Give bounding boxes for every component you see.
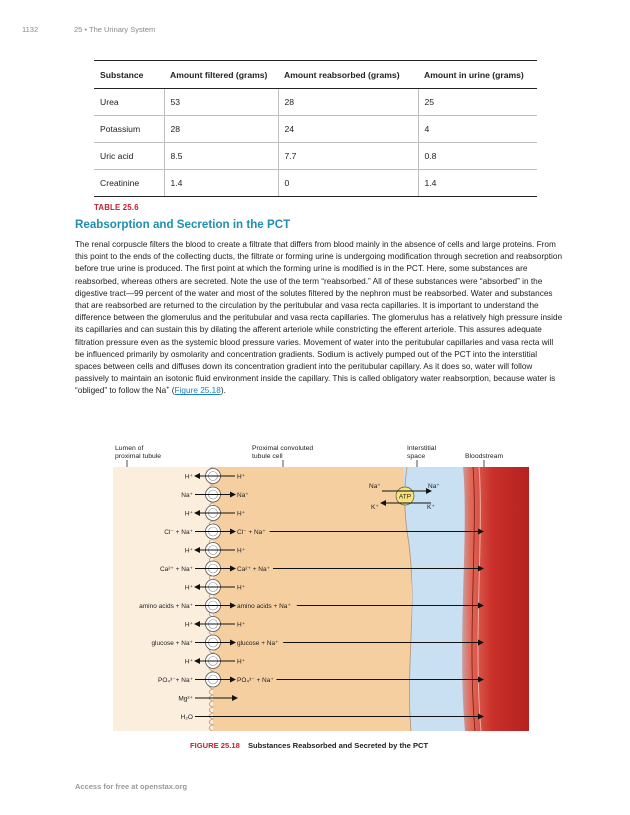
pct-diagram bbox=[113, 441, 529, 731]
transport-right-label: Ca²⁺ + Na⁺ bbox=[237, 566, 271, 573]
transport-left-label: Cl⁻ + Na⁺ bbox=[164, 529, 193, 536]
figure-title: Substances Reabsorbed and Secreted by the PCT bbox=[247, 741, 429, 750]
pct-transport-figure bbox=[113, 441, 529, 731]
label-interstitial-2: space bbox=[407, 453, 426, 460]
chapter-title: 25 • The Urinary System bbox=[74, 25, 156, 34]
figure-label: FIGURE 25.18 bbox=[190, 741, 240, 750]
page-number: 1132 bbox=[22, 25, 39, 34]
table-cell: 0.8 bbox=[418, 143, 537, 170]
superscript-plus: + bbox=[166, 385, 170, 392]
pump-k-right: K⁺ bbox=[427, 504, 435, 511]
transport-right-label: glucose + Na⁺ bbox=[237, 640, 279, 647]
section-heading: Reabsorption and Secretion in the PCT bbox=[75, 218, 291, 231]
table-cell: 24 bbox=[278, 116, 418, 143]
transport-left-label: H⁺ bbox=[184, 473, 193, 481]
transport-right-label: Cl⁻ + Na⁺ bbox=[237, 529, 266, 536]
table-cell: 28 bbox=[164, 116, 278, 143]
page-footer: Access for free at openstax.org bbox=[75, 782, 188, 791]
transport-left-label: Mg²⁺ bbox=[178, 695, 193, 703]
label-cell-1: Proximal convoluted bbox=[252, 445, 314, 452]
label-lumen-1: Lumen of bbox=[115, 445, 144, 452]
table-cell: Uric acid bbox=[94, 143, 164, 170]
transport-left-label: H⁺ bbox=[184, 621, 193, 629]
table-row bbox=[94, 170, 537, 197]
table-cell: Potassium bbox=[94, 116, 164, 143]
pump-na-right: Na⁺ bbox=[428, 483, 440, 490]
table-row bbox=[94, 89, 537, 116]
column-header: Substance bbox=[94, 61, 164, 89]
figure-caption bbox=[190, 741, 428, 750]
table-cell: 8.5 bbox=[164, 143, 278, 170]
table-cell: Urea bbox=[94, 89, 164, 116]
column-header: Amount reabsorbed (grams) bbox=[278, 61, 418, 89]
page-header bbox=[22, 25, 156, 34]
pump-k-left: K⁺ bbox=[371, 504, 379, 511]
link-suffix: ). bbox=[220, 386, 226, 396]
column-header: Amount filtered (grams) bbox=[164, 61, 278, 89]
label-cell-2: tubule cell bbox=[252, 453, 283, 460]
table-cell: 28 bbox=[278, 89, 418, 116]
transport-right-label: amino acids + Na⁺ bbox=[237, 603, 291, 610]
label-interstitial-1: Interstitial bbox=[407, 445, 437, 452]
label-lumen-2: proximal tubule bbox=[115, 453, 162, 460]
table-cell: 7.7 bbox=[278, 143, 418, 170]
table-row bbox=[94, 143, 537, 170]
transport-right-label: H⁺ bbox=[237, 621, 246, 629]
transport-left-label: Ca²⁺ + Na⁺ bbox=[159, 566, 193, 573]
transport-left-label: H⁺ bbox=[184, 584, 193, 592]
table-cell: 53 bbox=[164, 89, 278, 116]
column-header: Amount in urine (grams) bbox=[418, 61, 537, 89]
table-header-row bbox=[94, 61, 537, 89]
transport-left-label: H⁺ bbox=[184, 547, 193, 555]
transport-left-label: Na⁺ bbox=[181, 492, 193, 499]
atp-label: ATP bbox=[398, 493, 412, 501]
transport-right-label: H⁺ bbox=[237, 547, 246, 555]
transport-right-label: H⁺ bbox=[237, 658, 246, 666]
transport-left-label: H⁺ bbox=[184, 658, 193, 666]
transport-right-label: Na⁺ bbox=[237, 492, 249, 499]
table-row bbox=[94, 116, 537, 143]
transport-left-label: PO₄³⁻+ Na⁺ bbox=[158, 677, 193, 684]
label-bloodstream: Bloodstream bbox=[465, 453, 504, 460]
transport-right-label: H⁺ bbox=[237, 510, 246, 518]
table-cell: 25 bbox=[418, 89, 537, 116]
table-cell: 1.4 bbox=[164, 170, 278, 197]
cell-region bbox=[213, 467, 411, 731]
pump-na-left: Na⁺ bbox=[369, 483, 381, 490]
table-cell: 0 bbox=[278, 170, 418, 197]
transport-right-label: H⁺ bbox=[237, 584, 246, 592]
substance-table bbox=[94, 60, 537, 197]
transport-left-label: H₂O bbox=[180, 714, 193, 721]
transport-left-label: glucose + Na⁺ bbox=[151, 640, 193, 647]
capillary-wall bbox=[462, 467, 529, 731]
lumen-region bbox=[113, 467, 213, 731]
table-cell: Creatinine bbox=[94, 170, 164, 197]
table-cell: 1.4 bbox=[418, 170, 537, 197]
transport-left-label: H⁺ bbox=[184, 510, 193, 518]
transport-left-label: amino acids + Na⁺ bbox=[139, 603, 193, 610]
table-caption: TABLE 25.6 bbox=[94, 203, 139, 212]
table-cell: 4 bbox=[418, 116, 537, 143]
body-paragraph bbox=[75, 239, 563, 398]
link-prefix: ( bbox=[169, 386, 175, 396]
paragraph-text: The renal corpuscle filters the blood to create a filtrate that differs from blood mainly in the absence of cells and large proteins. From this point to the ends of the collecting ducts, the filtrate or forming urine is undergoing modification through secretion and reabsorption before true urine is produced. The first point at which the forming urine is modified is in the PCT. Here, some substances are reabsorbed, whereas others are secreted. Note the use of the term “reabsorbed.” All of these substances were “absorbed” in the digestive tract—99 percent of the water and most of the solutes filtered by the nephron must be reabsorbed. Water and substances that are reabsorbed are returned to the circulation by the peritubular and vasa recta capillaries. It is important to understand the difference between the glomerulus and the peritubular and vasa recta capillaries. The glomerulus has a relatively high pressure inside its capillaries and can sustain this by dilating the afferent arteriole while constricting the efferent arteriole. This assures adequate filtration pressure even as the systemic blood pressure varies. Movement of water into the peritubular capillaries and vasa recta will be influenced primarily by osmolarity and concentration gradients. Sodium is actively pumped out of the PCT into the interstitial spaces between cells and diffuses down its concentration gradient into the peritubular capillary. As it does so, water will follow passively to maintain an isotonic fluid environment inside the capillary. This is called obligatory water reabsorption, because water is “obliged” to follow the Na bbox=[75, 240, 563, 396]
figure-link[interactable]: Figure 25.18 bbox=[174, 386, 221, 396]
transport-right-label: PO₄³⁻ + Na⁺ bbox=[237, 677, 274, 684]
transport-right-label: H⁺ bbox=[237, 473, 246, 481]
